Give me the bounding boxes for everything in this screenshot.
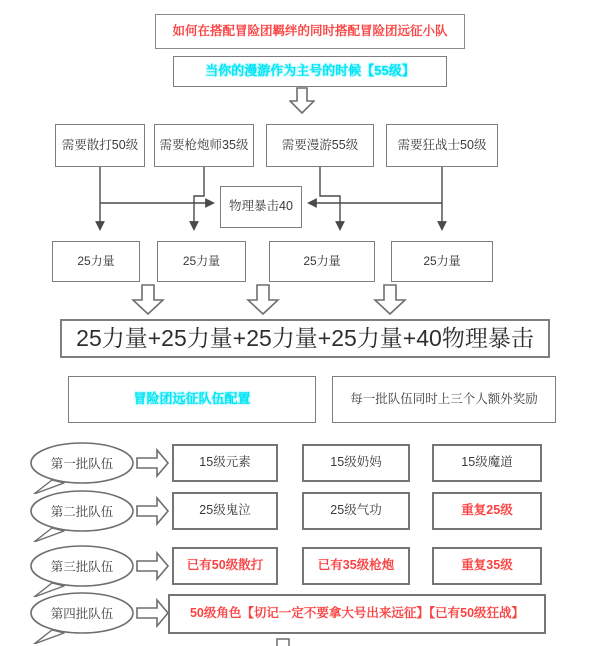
member-label: 15级魔道 xyxy=(461,455,513,470)
main-title-box xyxy=(155,14,465,49)
strength-box-3 xyxy=(269,241,375,282)
batch3-label: 第三批队伍 xyxy=(50,560,114,574)
member-label: 25级气功 xyxy=(330,503,382,518)
batch2-bubble xyxy=(28,490,136,542)
strength-box-2 xyxy=(157,241,246,282)
crit-box xyxy=(220,186,302,228)
batch1-label: 第一批队伍 xyxy=(50,457,114,471)
bonus-note-label: 每一批队伍同时上三个人额外奖励 xyxy=(350,391,538,406)
member-box xyxy=(302,547,410,585)
member-box xyxy=(432,444,542,482)
down-arrow-stub-icon xyxy=(276,638,290,646)
batch3-bubble xyxy=(28,545,136,597)
requirement-box-rogue xyxy=(266,124,374,167)
strength-label: 25力量 xyxy=(182,254,221,268)
formula-box xyxy=(60,319,550,358)
expedition-header-box xyxy=(68,376,316,423)
strength-label: 25力量 xyxy=(303,254,341,268)
member-label: 重复35级 xyxy=(461,558,513,573)
right-arrow-icon xyxy=(136,598,170,628)
batch1-bubble xyxy=(28,442,136,494)
member-label: 重复25级 xyxy=(461,503,513,518)
down-arrow-icon xyxy=(131,284,165,315)
member-box xyxy=(432,492,542,530)
member-box xyxy=(432,547,542,585)
member-label: 已有50级散打 xyxy=(186,558,264,573)
member-label: 15级奶妈 xyxy=(330,455,382,470)
requirement-box-gunner xyxy=(154,124,254,167)
right-arrow-icon xyxy=(136,551,170,581)
formula-label: 25力量+25力量+25力量+25力量+40物理暴击 xyxy=(76,325,534,352)
member-label: 50级角色【切记一定不要拿大号出来远征】【已有50级狂战】 xyxy=(189,606,525,621)
strength-label: 25力量 xyxy=(77,254,115,268)
subtitle-box xyxy=(173,56,447,87)
requirement-box-berserker xyxy=(386,124,498,167)
down-arrow-icon xyxy=(373,284,407,315)
batch4-bubble xyxy=(28,592,136,644)
right-arrow-icon xyxy=(136,496,170,526)
strength-box-4 xyxy=(391,241,493,282)
requirement-label: 需要散打50级 xyxy=(61,137,139,152)
batch2-label: 第二批队伍 xyxy=(50,505,114,519)
requirement-label: 需要狂战士50级 xyxy=(397,137,487,152)
member-box xyxy=(302,444,410,482)
down-arrow-icon xyxy=(246,284,280,315)
member-label: 15级元素 xyxy=(199,455,251,470)
bonus-note-box xyxy=(332,376,556,423)
member-box xyxy=(302,492,410,530)
subtitle: 当你的漫游作为主号的时候【55级】 xyxy=(205,63,415,79)
member-box xyxy=(172,444,278,482)
right-arrow-icon xyxy=(136,448,170,478)
requirement-box-sanda xyxy=(55,124,145,167)
member-label: 已有35级枪炮 xyxy=(317,558,395,573)
member-box xyxy=(172,492,278,530)
requirement-label: 需要漫游55级 xyxy=(281,137,359,152)
member-box xyxy=(168,594,546,634)
strength-label: 25力量 xyxy=(423,254,461,268)
expedition-header-label: 冒险团远征队伍配置 xyxy=(133,391,251,407)
main-title: 如何在搭配冒险团羁绊的同时搭配冒险团远征小队 xyxy=(172,23,448,38)
strength-box-1 xyxy=(52,241,140,282)
batch4-label: 第四批队伍 xyxy=(50,607,114,621)
member-label: 25级鬼泣 xyxy=(199,503,251,518)
requirement-label: 需要枪炮师35级 xyxy=(159,137,249,152)
down-arrow-icon xyxy=(289,87,315,114)
crit-label: 物理暴击40 xyxy=(229,199,293,214)
member-box xyxy=(172,547,278,585)
